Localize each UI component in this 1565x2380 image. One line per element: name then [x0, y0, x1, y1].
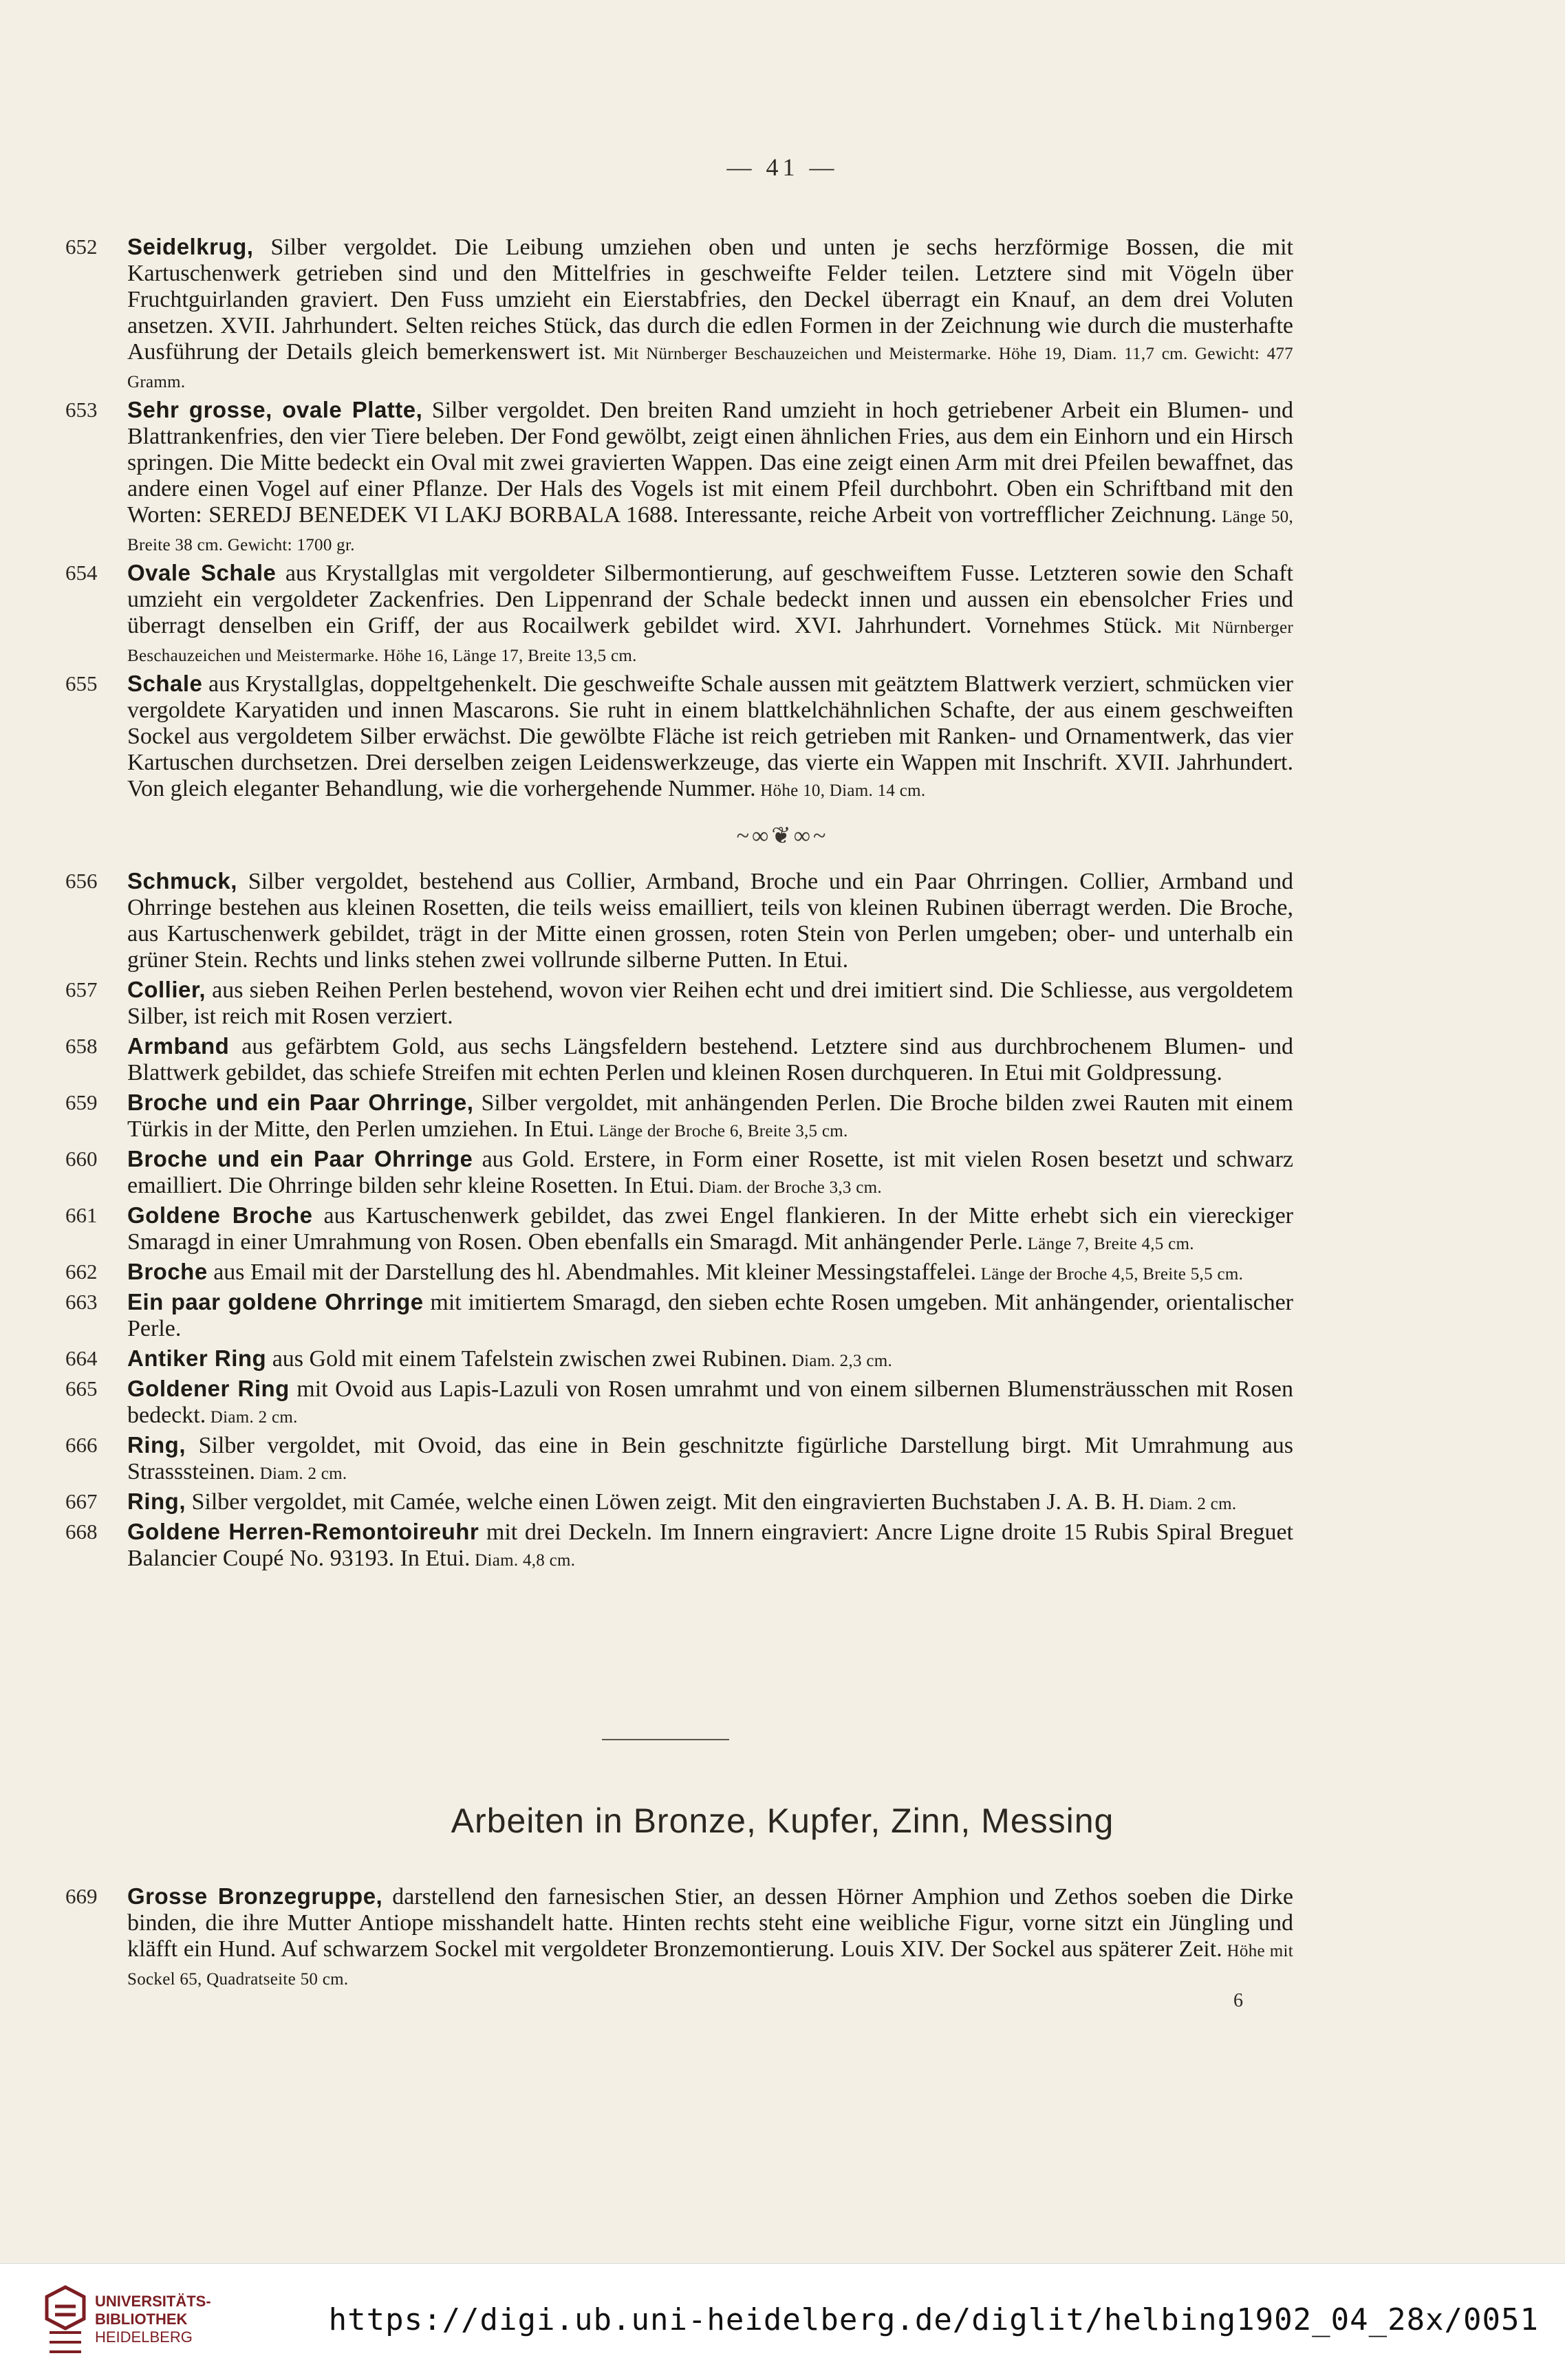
library-name-line2: BIBLIOTHEK [95, 2311, 188, 2328]
entry-text: Silber vergoldet. Die Leibung umziehen oben und unten je sechs herzförmige Bossen, die mit Kartuschenwerk getrieben sind und den Mittelfries in geschweifte Felder teilen. Letztere sind mit Vögeln über Fruchtguirlanden graviert. Den Fuss umzieht ein Eierstabfries, den Deckel überragt ein Knauf, an dem drei Voluten ansetzen. XVII. Jahrhundert. Selten reiches Stück, das durch die edlen Formen in der Zeichnung wie durch die musterhafte Ausführung der Details gleich bemerkenswert ist. [127, 235, 1293, 365]
library-name [95, 2293, 211, 2346]
catalog-entry [65, 1376, 1293, 1431]
entry-title: Schmuck, [127, 868, 237, 894]
entry-title: Goldene Broche [127, 1202, 313, 1228]
library-name-line3: HEIDELBERG [95, 2328, 193, 2346]
entry-text: aus Krystallglas, doppeltgehenkelt. Die geschweifte Schale aussen mit geätztem Blattwerk verziert, schmücken vier vergoldete Karyatiden und innen Mascarons. Sie ruht in einem blattkelchähnlichen Schafte, der aus einem geschweiften Sockel aus vergoldetem Silber erwächst. Die gewölbte Fläche ist reich getrieben mit Ranken- und Ornamentwerk, das vier Kartuschen durchsetzen. Drei derselben zeigen Leidenswerkzeuge, das vierte ein Wappen mit Inschrift. XVII. Jahrhundert. Von gleich eleganter Behandlung, wie die vorhergehende Nummer. [127, 671, 1293, 801]
catalog-entry [65, 1519, 1293, 1574]
section-divider-line [602, 1739, 729, 1740]
catalog-entry [65, 1432, 1293, 1487]
entries-block-silver [65, 234, 1293, 805]
entry-number: 668 [65, 1519, 98, 1544]
catalog-entry [65, 1202, 1293, 1257]
entry-number: 661 [65, 1203, 98, 1227]
entry-number: 665 [65, 1376, 98, 1400]
entry-title: Goldener Ring [127, 1376, 290, 1401]
library-logo-icon [41, 2283, 89, 2359]
catalog-entry [65, 1033, 1293, 1088]
catalog-entry [65, 868, 1293, 975]
entry-number: 656 [65, 869, 98, 893]
catalog-entry [65, 560, 1293, 669]
entry-title: Ring, [127, 1432, 186, 1458]
entry-number: 660 [65, 1147, 98, 1171]
entry-title: Armband [127, 1033, 230, 1059]
entry-text: aus Kartuschenwerk gebildet, das zwei Engel flankieren. In der Mitte erhebt sich ein viereckiger Smaragd in einer Umrahmung von Rosen. Oben ebenfalls ein Smaragd. Mit anhängender Perle. [127, 1203, 1293, 1255]
entry-number: 652 [65, 235, 98, 259]
entry-text: aus Email mit der Darstellung des hl. Abendmahles. Mit kleiner Messingstaffelei. [207, 1259, 977, 1285]
library-name-line1: UNIVERSITÄTS- [95, 2293, 211, 2310]
catalog-entry [65, 397, 1293, 559]
entry-number: 655 [65, 671, 98, 695]
entry-number: 659 [65, 1090, 98, 1114]
entry-text: darstellend den farnesischen Stier, an dessen Hörner Amphion und Zethos soeben die Dirke binden, die ihre Mutter Antiope misshandelt hatte. Hinten rechts steht eine weibliche Figur, vorne sitzt ein Jüngling und kläfft ein Hund. Auf schwarzem Sockel mit vergoldeter Bronzemontierung. Louis XIV. Der Sockel aus späterer Zeit. [127, 1884, 1293, 1962]
entry-measurements: Mit Nürnberger Beschauzeichen und Meistermarke. Höhe 19, Diam. 11,7 cm. Gewicht: 477 Gramm. [127, 345, 1293, 391]
entry-number: 664 [65, 1346, 98, 1370]
entry-number: 666 [65, 1433, 98, 1457]
entry-number: 669 [65, 1884, 98, 1908]
entry-title: Goldene Herren-Remontoireuhr [127, 1519, 479, 1544]
catalog-entry [65, 234, 1293, 396]
entry-text: Silber vergoldet, mit Ovoid, das eine in Bein geschnitzte figürliche Darstellung birgt. Mit Umrahmung aus Strasssteinen. [127, 1433, 1293, 1484]
entry-title: Seidelkrug, [127, 234, 254, 259]
permalink-url[interactable]: https://digi.ub.uni-heidelberg.de/diglit/helbing1902_04_28x/0051 [328, 2302, 1539, 2337]
catalog-entry [65, 1883, 1293, 1993]
entry-number: 654 [65, 561, 98, 585]
entry-text: mit drei Deckeln. Im Innern eingraviert: Ancre Ligne droite 15 Rubis Spiral Breguet Balancier Coupé No. 93193. In Etui. [127, 1519, 1293, 1571]
entry-title: Broche und ein Paar Ohrringe, [127, 1090, 474, 1115]
entry-measurements: Diam. 2 cm. [255, 1464, 347, 1483]
entry-title: Broche [127, 1259, 208, 1284]
catalog-entry [65, 1345, 1293, 1374]
entry-text: mit imitiertem Smaragd, den sieben echte Rosen umgeben. Mit anhängender, orientalischer Perle. [127, 1290, 1293, 1341]
catalog-entry [65, 977, 1293, 1032]
entry-measurements: Länge der Broche 4,5, Breite 5,5 cm. [976, 1265, 1244, 1284]
catalog-entry [65, 1289, 1293, 1344]
catalog-entry [65, 1489, 1293, 1517]
entry-measurements: Diam. 2,3 cm. [787, 1352, 893, 1370]
entry-title: Schale [127, 671, 203, 696]
entry-number: 663 [65, 1290, 98, 1314]
catalog-entry [65, 1146, 1293, 1201]
entry-number: 662 [65, 1259, 98, 1284]
entry-number: 657 [65, 977, 98, 1002]
entry-measurements: Mit Nürnberger Beschauzeichen und Meistermarke. Höhe 16, Länge 17, Breite 13,5 cm. [127, 618, 1293, 665]
section-heading: Arbeiten in Bronze, Kupfer, Zinn, Messing [451, 1802, 1114, 1840]
entry-title: Ring, [127, 1489, 186, 1514]
entry-measurements: Länge 7, Breite 4,5 cm. [1023, 1235, 1194, 1253]
entry-title: Ein paar goldene Ohrringe [127, 1289, 424, 1315]
entries-block-bronze [65, 1883, 1293, 1994]
entry-text: aus sieben Reihen Perlen bestehend, wovon vier Reihen echt und drei imitiert sind. Die Schliesse, aus vergoldetem Silber, ist reich mit Rosen verziert. [127, 977, 1293, 1029]
entry-text: mit Ovoid aus Lapis-Lazuli von Rosen umrahmt und von einem silbernen Blumensträusschen mit Rosen bedeckt. [127, 1376, 1294, 1428]
viewer-footer [0, 2263, 1565, 2380]
entry-title: Antiker Ring [127, 1345, 267, 1371]
catalog-entry [65, 1259, 1293, 1288]
entry-title: Collier, [127, 977, 206, 1002]
entry-text: Silber vergoldet, bestehend aus Collier, Armband, Broche und ein Paar Ohrringen. Collier, Armband und Ohrringe bestehen aus kleinen Rosetten, die teils weiss emailliert, teils von kleinen Rubinen überragt werden. Die Broche, aus Kartuschenwerk gebildet, trägt in der Mitte einen grossen, roten Stein von Perlen umgeben; ober- und unterhalb ein grüner Stein. Rechts und links stehen zwei vollrunde silberne Putten. In Etui. [127, 869, 1293, 973]
entry-number: 653 [65, 398, 98, 422]
entry-measurements: Diam. 2 cm. [1144, 1495, 1237, 1513]
entry-measurements: Höhe mit Sockel 65, Quadratseite 50 cm. [127, 1942, 1293, 1989]
entry-measurements: Diam. der Broche 3,3 cm. [694, 1178, 882, 1197]
entry-measurements: Diam. 4,8 cm. [470, 1551, 576, 1570]
entry-text: Silber vergoldet, mit Camée, welche einen Löwen zeigt. Mit den eingravierten Buchstaben J. A. B. H. [185, 1489, 1145, 1515]
entry-title: Ovale Schale [127, 560, 277, 585]
sheet-number: 6 [1233, 1990, 1243, 2011]
entry-text: aus Gold mit einem Tafelstein zwischen zwei Rubinen. [266, 1346, 788, 1372]
entry-text: Silber vergoldet. Den breiten Rand umzieht in hoch getriebener Arbeit ein Blumen- und Blattrankenfries, den vier Tiere beleben. Der Fond gewölbt, zeigt einen ähnlichen Fries, aus dem ein Einhorn und ein Hirsch springen. Die Mitte bedeckt ein Oval mit zwei gravierten Wappen. Das eine zeigt einen Arm mit drei Pfeilen bewaffnet, das andere einen Vogel auf einer Pflanze. Der Hals des Vogels ist mit einem Pfeil durchbohrt. Oben ein Schriftband mit den Worten: SEREDJ BENEDEK VI LAKJ BORBALA 1688. Interessante, reiche Arbeit von vortrefflicher Zeichnung. [127, 398, 1293, 528]
entry-title: Sehr grosse, ovale Platte, [127, 397, 423, 422]
entry-text: aus Gold. Erstere, in Form einer Rosette, ist mit vielen Rosen besetzt und schwarz emailliert. Die Ohrringe bilden sehr kleine Rosetten. In Etui. [127, 1147, 1293, 1198]
entry-text: Silber vergoldet, mit anhängenden Perlen. Die Broche bilden zwei Rauten mit einem Türkis in der Mitte, den Perlen umziehen. In Etui. [127, 1090, 1293, 1142]
entry-measurements: Höhe 10, Diam. 14 cm. [755, 781, 926, 800]
entry-title: Broche und ein Paar Ohrringe [127, 1146, 473, 1171]
entry-text: aus gefärbtem Gold, aus sechs Längsfeldern bestehend. Letztere sind aus durchbrochenem Blumen- und Blattwerk gebildet, das schiefe Streifen mit echten Perlen und kleinen Rosen durchqueren. In Etui mit Goldpressung. [127, 1034, 1293, 1085]
entries-block-jewelry [65, 868, 1293, 1575]
entry-measurements: Länge der Broche 6, Breite 3,5 cm. [594, 1122, 848, 1140]
entry-number: 667 [65, 1489, 98, 1513]
ornament-divider: ~∞❦∞~ [736, 823, 829, 849]
entry-number: 658 [65, 1034, 98, 1058]
page-number: — 41 — [726, 153, 839, 181]
catalog-entry [65, 671, 1293, 804]
entry-measurements: Länge 50, Breite 38 cm. Gewicht: 1700 gr. [127, 508, 1294, 554]
entry-text: aus Krystallglas mit vergoldeter Silbermontierung, auf geschweiftem Fusse. Letzteren sowie den Schaft umzieht ein vergoldeter Zackenfries. Den Lippenrand der Schale bedeckt innen und aussen ein ebensolcher Fries und überragt denselben ein Griff, der aus Rocailwerk gebildet wird. XVI. Jahrhundert. Vornehmes Stück. [127, 561, 1294, 638]
catalog-entry [65, 1090, 1293, 1145]
entry-measurements: Diam. 2 cm. [206, 1408, 298, 1427]
entry-title: Grosse Bronzegruppe, [127, 1883, 383, 1909]
